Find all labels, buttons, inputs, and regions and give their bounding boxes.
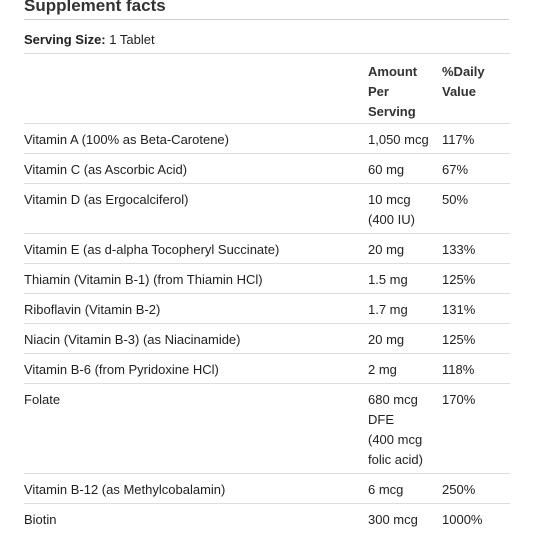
table-header-row — [24, 54, 510, 124]
serving-size — [24, 31, 155, 49]
table-row — [24, 324, 510, 354]
table-row — [24, 264, 510, 294]
table-row — [24, 154, 510, 184]
nutrient-amount-line: 2 mg — [368, 362, 397, 377]
nutrient-amount-line: (400 IU) — [368, 212, 415, 227]
nutrient-amount-line: (400 mcg — [368, 432, 423, 447]
nutrient-amount — [368, 160, 440, 180]
nutrient-amount-line: 1.7 mg — [368, 302, 408, 317]
nutrient-amount — [368, 270, 440, 290]
header-amount-per-serving — [368, 62, 440, 122]
nutrient-amount-line: folic acid) — [368, 452, 423, 467]
nutrient-name: Vitamin E (as d-alpha Tocopheryl Succinate) — [24, 242, 280, 257]
nutrient-daily-value: 1000% — [442, 512, 483, 527]
nutrient-daily-value: 117% — [442, 132, 475, 147]
table-row — [24, 384, 510, 474]
nutrient-name: Niacin (Vitamin B-3) (as Niacinamide) — [24, 332, 241, 347]
nutrient-amount — [368, 300, 440, 320]
header-amount-line: Serving — [368, 104, 416, 119]
nutrient-daily-value: 118% — [442, 362, 475, 377]
header-daily-value-line: Value — [442, 84, 476, 99]
nutrient-amount-line: 1.5 mg — [368, 272, 408, 287]
nutrient-amount — [368, 510, 440, 530]
table-row — [24, 234, 510, 264]
nutrient-name: Biotin — [24, 512, 57, 527]
nutrient-daily-value: 250% — [442, 482, 476, 497]
table-row — [24, 184, 510, 234]
nutrient-daily-value: 133% — [442, 242, 476, 257]
nutrient-amount — [368, 240, 440, 260]
nutrient-amount — [368, 360, 440, 380]
table-row — [24, 124, 510, 154]
nutrient-name: Vitamin D (as Ergocalciferol) — [24, 192, 189, 207]
nutrient-amount — [368, 330, 440, 350]
nutrient-name: Vitamin C (as Ascorbic Acid) — [24, 162, 188, 177]
nutrient-amount — [368, 480, 440, 500]
title-divider — [24, 19, 509, 20]
nutrient-name: Vitamin A (100% as Beta-Carotene) — [24, 132, 229, 147]
nutrient-amount-line: 20 mg — [368, 332, 405, 347]
nutrient-amount-line: 6 mcg — [368, 482, 404, 497]
nutrient-name: Vitamin B-6 (from Pyridoxine HCl) — [24, 362, 219, 377]
nutrient-amount-line: 300 mcg — [368, 512, 418, 527]
header-daily-value — [442, 62, 508, 102]
header-daily-value-line: %Daily — [442, 64, 485, 79]
nutrient-amount-line: DFE — [368, 412, 394, 427]
nutrient-daily-value: 131% — [442, 302, 476, 317]
table-row — [24, 294, 510, 324]
serving-size-label: Serving Size: — [24, 32, 106, 47]
nutrient-amount — [368, 190, 440, 230]
nutrient-amount-line: 1,050 mcg — [368, 132, 429, 147]
nutrient-amount-line: 10 mcg — [368, 192, 411, 207]
nutrient-daily-value: 170% — [442, 392, 476, 407]
table-row — [24, 354, 510, 384]
page-title: Supplement facts — [24, 0, 166, 15]
header-amount-line: Amount — [368, 64, 418, 79]
nutrient-name: Riboflavin (Vitamin B-2) — [24, 302, 161, 317]
nutrient-amount-line: 20 mg — [368, 242, 405, 257]
table-row — [24, 474, 510, 504]
nutrient-amount — [368, 390, 440, 470]
header-amount-line: Per — [368, 84, 389, 99]
supplement-facts-table — [24, 53, 510, 533]
nutrient-daily-value: 125% — [442, 332, 476, 347]
nutrient-amount-line: 680 mcg — [368, 392, 418, 407]
nutrient-name: Vitamin B-12 (as Methylcobalamin) — [24, 482, 226, 497]
nutrient-amount — [368, 130, 440, 150]
serving-size-value: 1 Tablet — [109, 32, 155, 47]
nutrient-name: Folate — [24, 392, 61, 407]
nutrient-daily-value: 125% — [442, 272, 476, 287]
table-row — [24, 504, 510, 533]
nutrient-amount-line: 60 mg — [368, 162, 405, 177]
nutrient-daily-value: 50% — [442, 192, 469, 207]
nutrient-name: Thiamin (Vitamin B-1) (from Thiamin HCl) — [24, 272, 263, 287]
nutrient-daily-value: 67% — [442, 162, 469, 177]
